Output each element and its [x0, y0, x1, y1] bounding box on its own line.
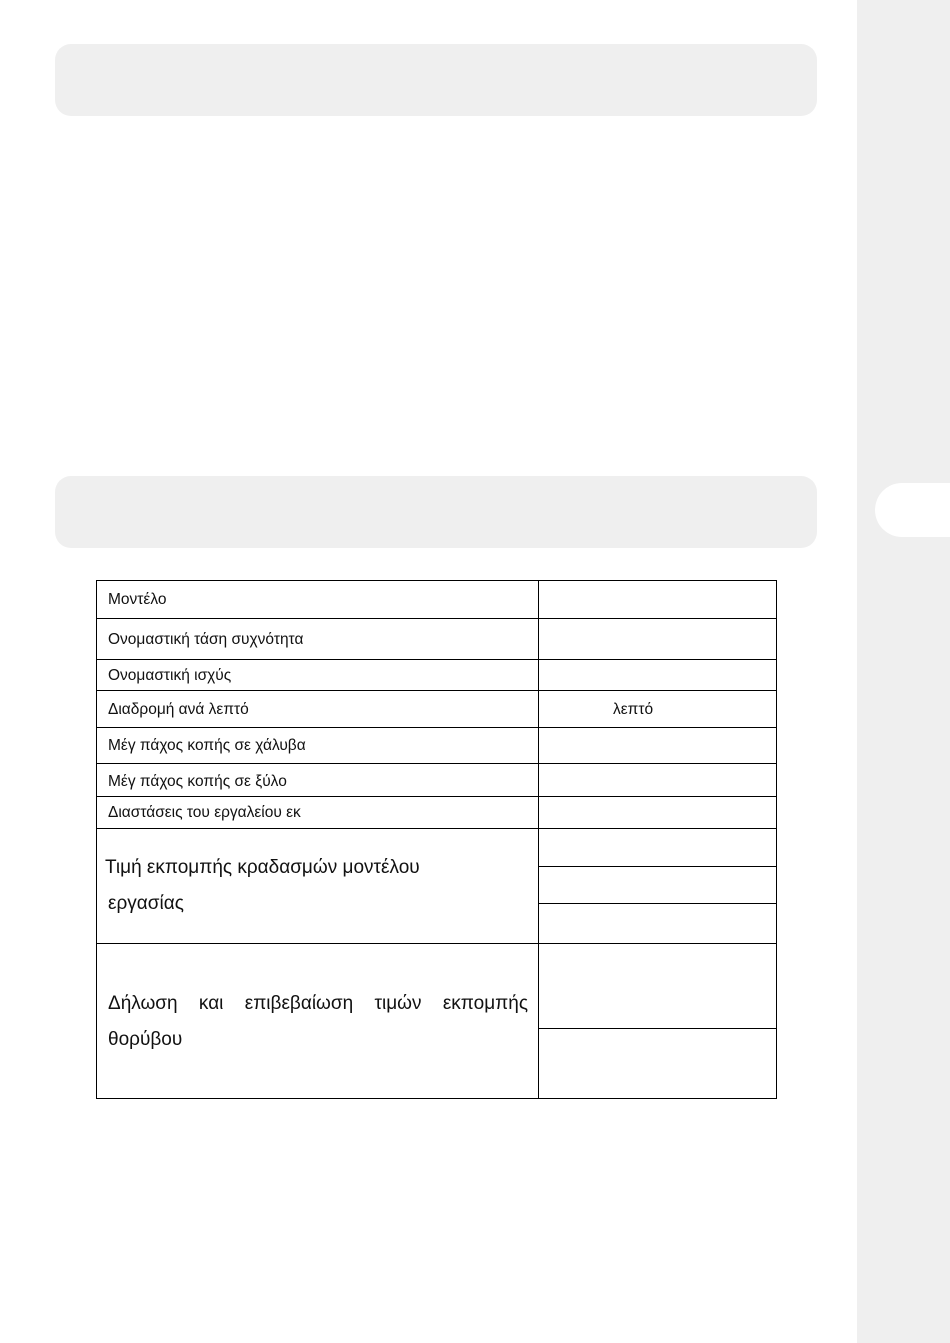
- noise-word: τιμών: [374, 993, 422, 1014]
- row-divider: [96, 796, 777, 797]
- section-tab: [875, 483, 950, 537]
- label-rated-voltage: Ονομαστική τάση συχνότητα: [108, 631, 304, 648]
- table-border-right: [776, 580, 777, 1099]
- noise-word: εκπομπής: [442, 993, 528, 1014]
- label-noise: [108, 986, 528, 1058]
- spec-table: [96, 580, 777, 1099]
- label-max-cut-steel: Μέγ πάχος κοπής σε χάλυβα: [108, 737, 306, 754]
- label-model: Μοντέλο: [108, 591, 167, 608]
- vibration-line-1: Τιμή εκπομπής κραδασμών μοντέλου: [105, 857, 420, 878]
- side-strip: [857, 0, 950, 1343]
- row-divider: [96, 943, 777, 944]
- section-header-top: [55, 44, 817, 116]
- noise-word: και: [198, 993, 224, 1014]
- column-divider: [538, 580, 539, 1099]
- value-strokes-per-minute: λεπτό: [613, 701, 654, 718]
- row-divider: [96, 690, 777, 691]
- vibration-line-2: εργασίας: [108, 893, 184, 914]
- noise-line-2: θορύβου: [108, 1029, 183, 1050]
- label-strokes-per-minute: Διαδρομή ανά λεπτό: [108, 701, 249, 718]
- label-tool-dimensions: Διαστάσεις του εργαλείου εκ: [108, 804, 301, 821]
- row-divider: [96, 727, 777, 728]
- label-vibration: [105, 850, 420, 922]
- table-border-left: [96, 580, 97, 1099]
- noise-word: επιβεβαίωση: [244, 993, 354, 1014]
- row-divider: [96, 659, 777, 660]
- value-divider: [538, 903, 777, 904]
- row-divider: [96, 763, 777, 764]
- table-border-bottom: [96, 1098, 777, 1099]
- row-divider: [96, 618, 777, 619]
- label-max-cut-wood: Μέγ πάχος κοπής σε ξύλο: [108, 773, 287, 790]
- label-rated-power: Ονομαστική ισχύς: [108, 667, 232, 684]
- value-divider: [538, 1028, 777, 1029]
- noise-line-1: [108, 986, 528, 1022]
- section-header-specs: [55, 476, 817, 548]
- value-divider: [538, 866, 777, 867]
- row-divider: [96, 828, 777, 829]
- noise-word: Δήλωση: [108, 993, 178, 1014]
- table-border-top: [96, 580, 777, 581]
